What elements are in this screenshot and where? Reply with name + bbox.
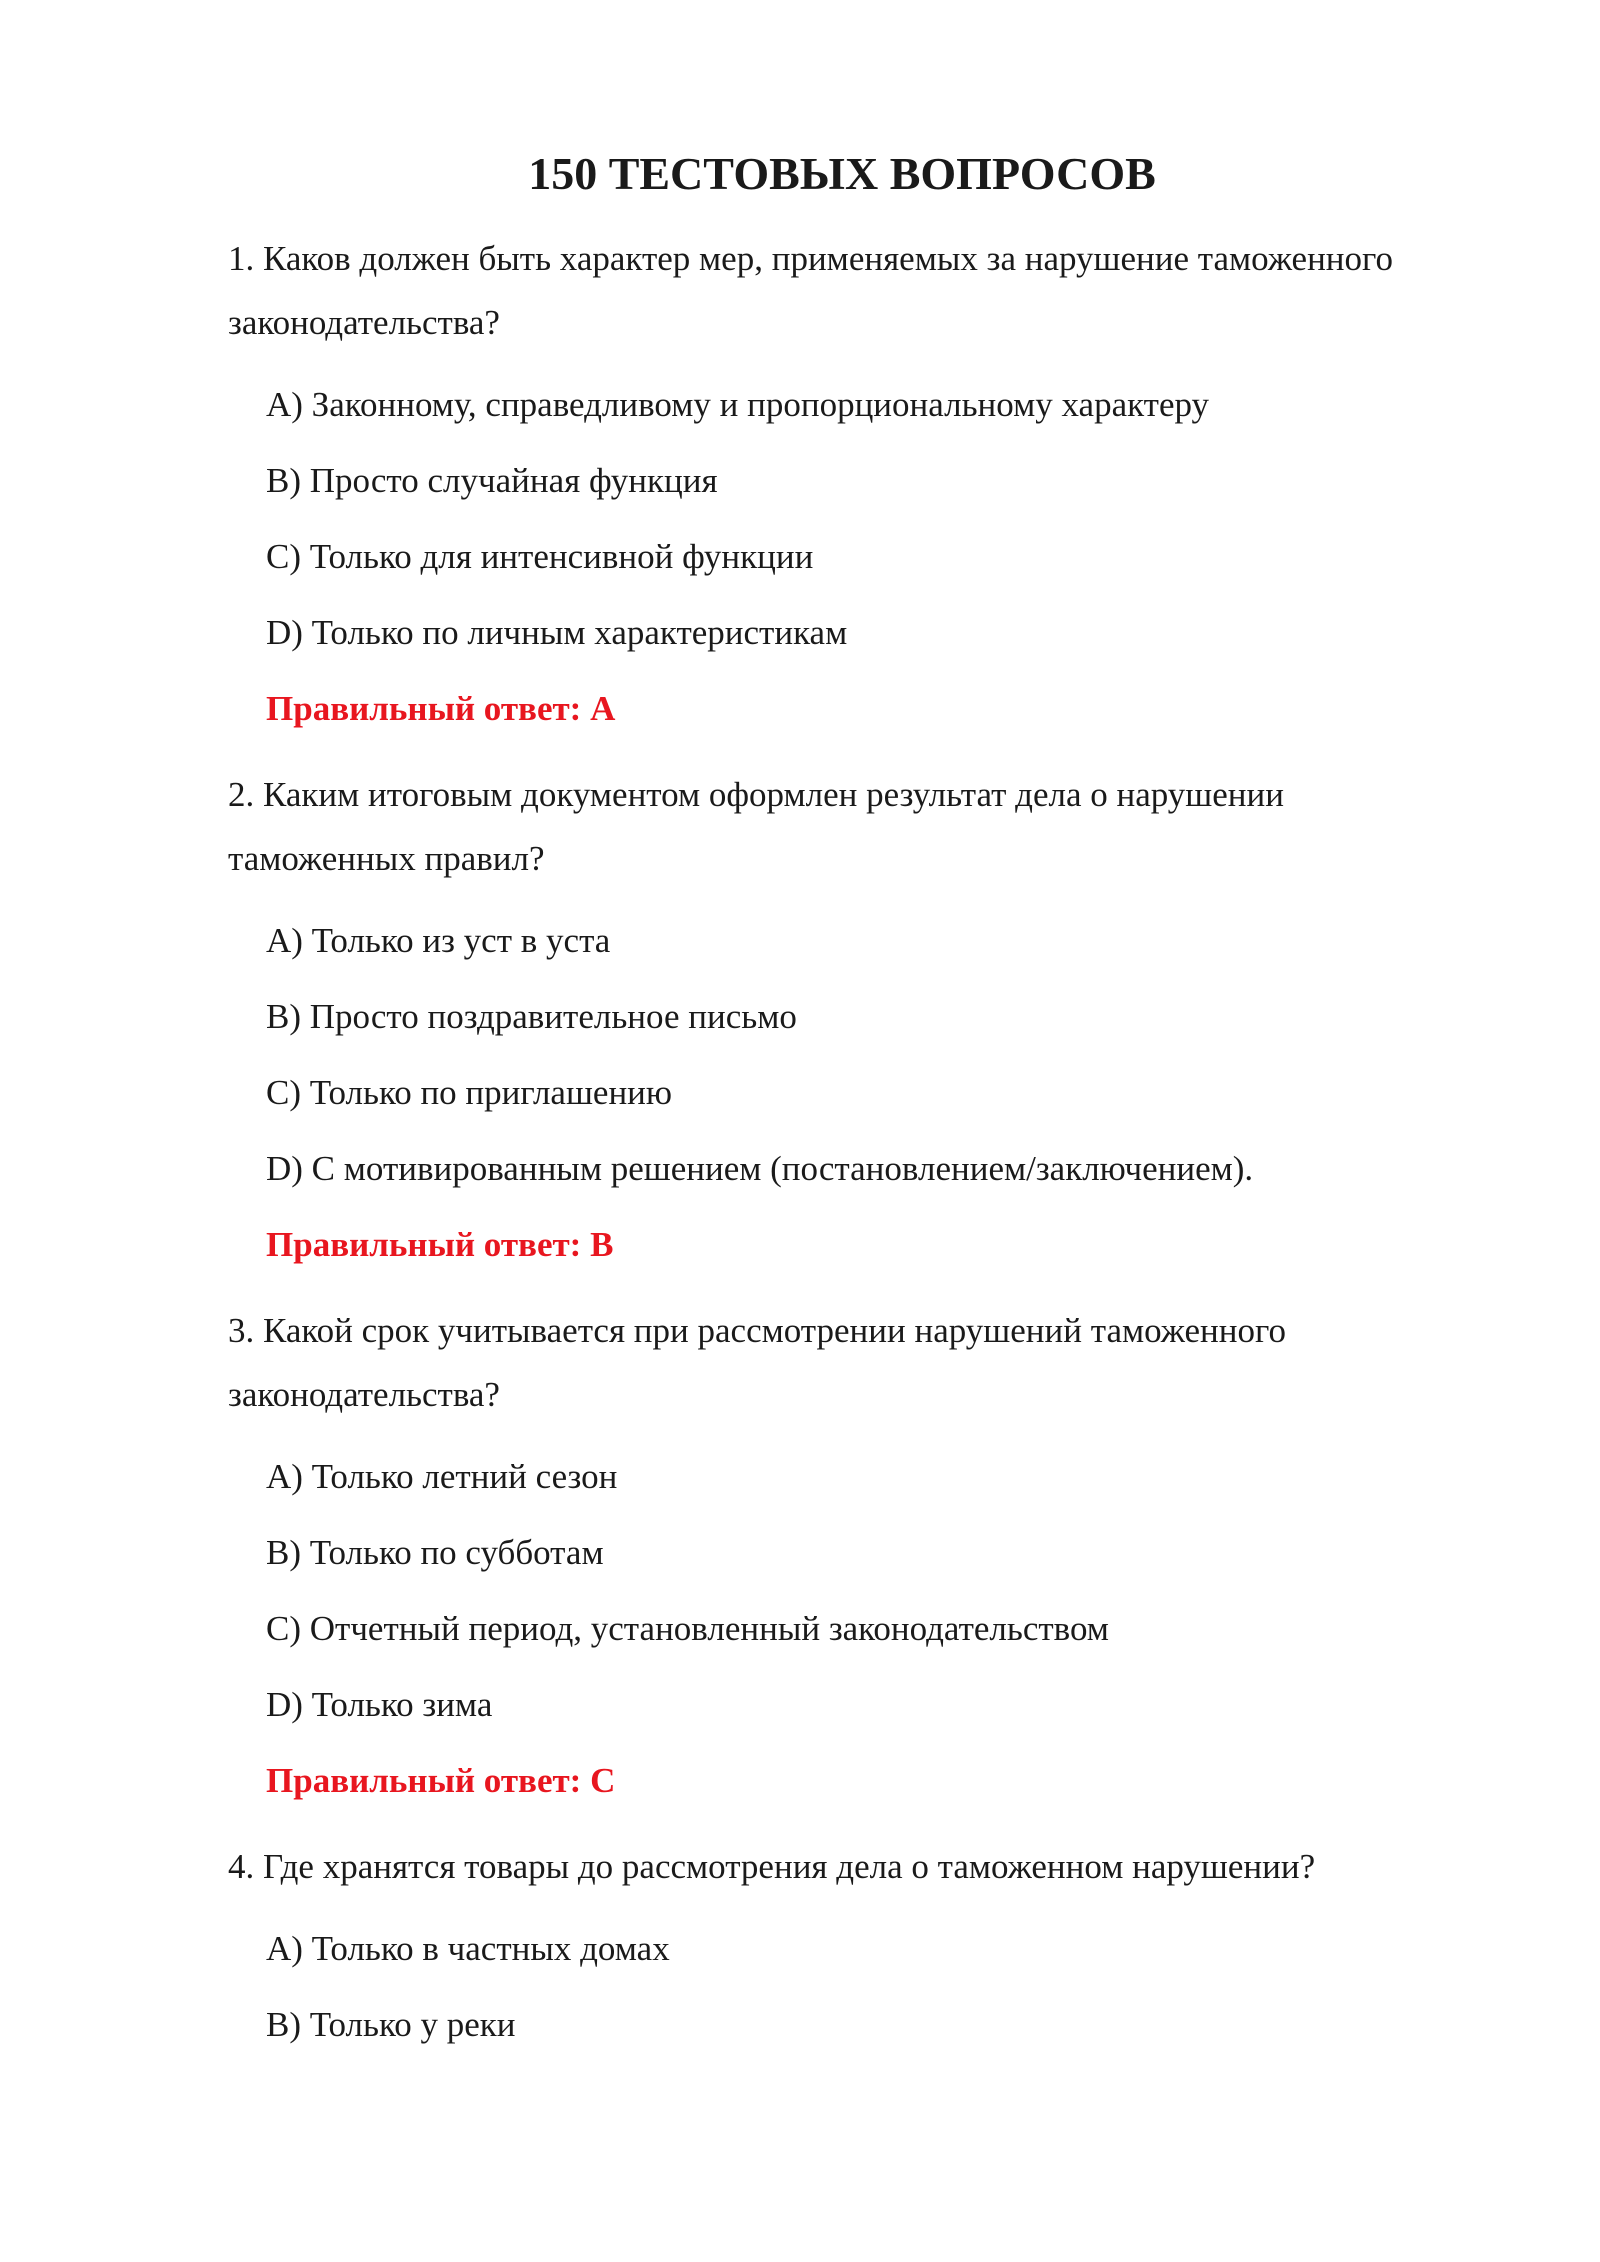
- options-list: [228, 1927, 1420, 2079]
- option-d: D) Только зима: [266, 1685, 493, 1725]
- options-list: [228, 919, 1420, 1223]
- question-block-4: [228, 1835, 1420, 2079]
- correct-answer: Правильный ответ: B: [266, 1225, 614, 1265]
- option-c: C) Отчетный период, установленный законодательством: [266, 1609, 1109, 1649]
- correct-answer: Правильный ответ: A: [266, 689, 616, 729]
- option-b: B) Только по субботам: [266, 1533, 604, 1573]
- question-block-3: [228, 1299, 1420, 1835]
- option-b: B) Просто случайная функция: [266, 461, 718, 501]
- question-text: 4. Где хранятся товары до рассмотрения дела о таможенном нарушении?: [228, 1847, 1316, 1887]
- document-title: 150 ТЕСТОВЫХ ВОПРОСОВ: [528, 148, 1156, 199]
- options-list: [228, 383, 1420, 687]
- question-block-1: [228, 227, 1420, 763]
- option-a: A) Только в частных домах: [266, 1929, 670, 1969]
- correct-answer: Правильный ответ: C: [266, 1761, 616, 1801]
- option-d: D) Только по личным характеристикам: [266, 613, 848, 653]
- option-c: C) Только по приглашению: [266, 1073, 673, 1113]
- option-a: A) Законному, справедливому и пропорциональному характеру: [266, 385, 1210, 425]
- question-block-2: [228, 763, 1420, 1299]
- question-text: 1. Каков должен быть характер мер, применяемых за нарушение таможенного законодательства?: [228, 239, 1394, 343]
- question-text: 2. Каким итоговым документом оформлен результат дела о нарушении таможенных правил?: [228, 775, 1284, 879]
- option-b: B) Только у реки: [266, 2005, 516, 2045]
- option-b: B) Просто поздравительное письмо: [266, 997, 797, 1037]
- question-text: 3. Какой срок учитывается при рассмотрении нарушений таможенного законодательства?: [228, 1311, 1286, 1415]
- option-c: C) Только для интенсивной функции: [266, 537, 814, 577]
- option-a: A) Только из уст в уста: [266, 921, 611, 961]
- option-d: D) С мотивированным решением (постановлением/заключением).: [266, 1149, 1254, 1189]
- option-a: A) Только летний сезон: [266, 1457, 618, 1497]
- options-list: [228, 1455, 1420, 1759]
